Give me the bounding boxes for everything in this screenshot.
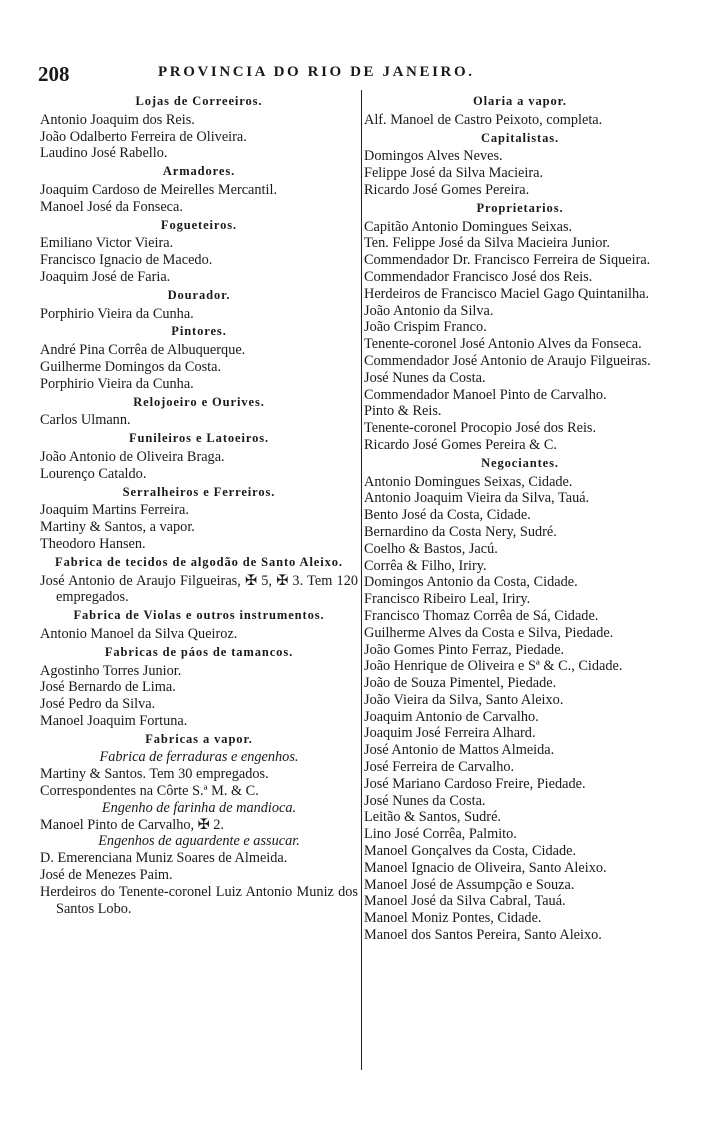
directory-entry: Antonio Joaquim Vieira da Silva, Tauá.: [364, 490, 590, 507]
directory-entry: Herdeiros de Francisco Maciel Gago Quintanilha.: [364, 285, 650, 302]
directory-entry: Domingos Antonio da Costa, Cidade.: [364, 574, 578, 591]
directory-entry: Leitão & Santos, Sudré.: [364, 809, 501, 826]
column-divider: [361, 90, 362, 1070]
directory-entry: José de Menezes Paim.: [40, 867, 173, 884]
directory-entry: Manoel Gonçalves da Costa, Cidade.: [364, 843, 577, 860]
directory-entry: Commendador Manoel Pinto de Carvalho.: [364, 386, 607, 403]
section-heading: Relojoeiro e Ourives.: [133, 394, 265, 409]
directory-entry: José Antonio de Mattos Almeida.: [364, 742, 555, 759]
section-heading: Armadores.: [162, 164, 236, 179]
directory-entry: Theodoro Hansen.: [40, 535, 146, 552]
subsection-heading: Engenhos de aguardente e assucar.: [98, 833, 300, 850]
directory-entry: José Pedro da Silva.: [40, 696, 156, 713]
page-number: 208: [38, 62, 70, 86]
directory-entry: João Crispim Franco.: [364, 319, 487, 336]
directory-entry: Felippe José da Silva Macieira.: [364, 165, 544, 182]
directory-entry: João Henrique de Oliveira e Sª & C., Cidade.: [364, 658, 623, 675]
directory-entry: Francisco Thomaz Corrêa de Sá, Cidade.: [364, 607, 599, 624]
section-heading: Funileiros e Latoeiros.: [128, 431, 270, 446]
section-heading: Capitalistas.: [480, 130, 560, 145]
directory-entry: Corrêa & Filho, Iriry.: [364, 557, 487, 574]
directory-entry: Tenente-coronel José Antonio Alves da Fonseca.: [364, 336, 642, 353]
directory-entry: Manoel Pinto de Carvalho, ✠ 2.: [40, 816, 224, 833]
directory-entry: Antonio Manoel da Silva Queiroz.: [40, 625, 238, 642]
directory-entry: Ricardo José Gomes Pereira & C.: [364, 436, 557, 453]
directory-entry: Bernardino da Costa Nery, Sudré.: [364, 523, 557, 540]
directory-entry: Emiliano Victor Vieira.: [40, 235, 174, 252]
directory-entry: Guilherme Domingos da Costa.: [40, 358, 222, 375]
section-heading: Olaria a vapor.: [473, 94, 567, 108]
directory-entry: José Nunes da Costa.: [364, 369, 486, 386]
section-heading: Fabrica de tecidos de algodão de Santo Aleixo.: [55, 554, 343, 569]
directory-entry: Tenente-coronel Procopio José dos Reis.: [364, 420, 597, 437]
directory-entry: Capitão Antonio Domingues Seixas.: [364, 218, 573, 235]
directory-entry: Lourenço Cataldo.: [40, 465, 147, 482]
directory-entry: Manoel José da Silva Cabral, Tauá.: [364, 893, 566, 910]
directory-entry: João Vieira da Silva, Santo Aleixo.: [364, 691, 564, 708]
directory-entry: Antonio Joaquim dos Reis.: [40, 111, 195, 128]
directory-entry: Porphirio Vieira da Cunha.: [40, 305, 194, 322]
directory-entry: Francisco Ribeiro Leal, Iriry.: [364, 591, 531, 608]
directory-entry: Domingos Alves Neves.: [364, 148, 503, 165]
section-heading: Dourador.: [167, 287, 231, 302]
directory-entry: D. Emerenciana Muniz Soares de Almeida.: [40, 850, 288, 867]
left-column: [40, 92, 358, 917]
directory-entry: Agostinho Torres Junior.: [40, 662, 182, 679]
directory-entry: José Bernardo de Lima.: [40, 679, 176, 696]
directory-entry: Bento José da Costa, Cidade.: [364, 507, 531, 524]
directory-entry: João de Souza Pimentel, Piedade.: [364, 675, 557, 692]
directory-entry: Joaquim Antonio de Carvalho.: [364, 708, 539, 725]
directory-entry: João Odalberto Ferreira de Oliveira.: [40, 128, 247, 145]
directory-entry: Alf. Manoel de Castro Peixoto, completa.: [364, 111, 603, 128]
directory-entry: José Antonio de Araujo Filgueiras, ✠ 5, ✠ 3. Tem 120 empregados.: [40, 572, 358, 606]
directory-entry: Manoel Joaquim Fortuna.: [40, 712, 188, 729]
directory-entry: Laudino José Rabello.: [40, 145, 168, 162]
section-heading: Proprietarios.: [476, 200, 564, 215]
subsection-heading: Fabrica de ferraduras e engenhos.: [99, 749, 299, 766]
section-heading: Serralheiros e Ferreiros.: [122, 484, 276, 499]
directory-entry: Joaquim Martins Ferreira.: [40, 502, 189, 519]
directory-entry: João Antonio da Silva.: [364, 302, 494, 319]
directory-entry: José Ferreira de Carvalho.: [364, 759, 515, 776]
directory-entry: Antonio Domingues Seixas, Cidade.: [364, 473, 573, 490]
directory-entry: Joaquim José de Faria.: [40, 268, 171, 285]
directory-entry: José Nunes da Costa.: [364, 792, 486, 809]
directory-entry: Martiny & Santos. Tem 30 empregados.: [40, 766, 269, 783]
directory-entry: José Mariano Cardoso Freire, Piedade.: [364, 775, 586, 792]
directory-entry: Francisco Ignacio de Macedo.: [40, 252, 213, 269]
directory-entry: Pinto & Reis.: [364, 403, 442, 420]
directory-entry: Manoel Moniz Pontes, Cidade.: [364, 910, 542, 927]
section-heading: Fabricas de páos de tamancos.: [104, 644, 294, 659]
directory-entry: Joaquim José Ferreira Alhard.: [364, 725, 536, 742]
directory-entry: Commendador Francisco José dos Reis.: [364, 268, 593, 285]
directory-entry: Joaquim Cardoso de Meirelles Mercantil.: [40, 181, 278, 198]
directory-entry: Manoel José de Assumpção e Souza.: [364, 876, 575, 893]
directory-entry: Ten. Felippe José da Silva Macieira Junior.: [364, 235, 610, 252]
directory-entry: Commendador José Antonio de Araujo Filgueiras.: [364, 352, 651, 369]
directory-entry: Lino José Corrêa, Palmito.: [364, 826, 517, 843]
directory-entry: Porphirio Vieira da Cunha.: [40, 375, 194, 392]
right-column: [364, 92, 676, 944]
section-heading: Fabrica de Violas e outros instrumentos.: [73, 608, 325, 623]
section-heading: Negociantes.: [481, 455, 559, 470]
directory-entry: Manoel Ignacio de Oliveira, Santo Aleixo.: [364, 859, 607, 876]
directory-entry: Carlos Ulmann.: [40, 412, 131, 429]
section-heading: Fogueteiros.: [160, 217, 238, 232]
directory-entry: João Antonio de Oliveira Braga.: [40, 448, 225, 465]
section-heading: Fabricas a vapor.: [145, 731, 253, 746]
directory-entry: Manoel dos Santos Pereira, Santo Aleixo.: [364, 927, 602, 944]
directory-entry: Manoel José da Fonseca.: [40, 198, 183, 215]
directory-entry: Correspondentes na Côrte S.ª M. & C.: [40, 783, 259, 800]
directory-entry: Guilherme Alves da Costa e Silva, Piedade.: [364, 624, 614, 641]
directory-entry: Herdeiros do Tenente-coronel Luiz Antonio Muniz dos Santos Lobo.: [40, 883, 358, 917]
section-heading: Pintores.: [171, 324, 227, 339]
directory-entry: Commendador Dr. Francisco Ferreira de Siqueira.: [364, 252, 651, 269]
section-heading: Lojas de Correeiros.: [135, 94, 263, 108]
directory-entry: André Pina Corrêa de Albuquerque.: [40, 342, 246, 359]
directory-entry: João Gomes Pinto Ferraz, Piedade.: [364, 641, 565, 658]
directory-entry: Coelho & Bastos, Jacú.: [364, 540, 498, 557]
directory-entry: Martiny & Santos, a vapor.: [40, 519, 195, 536]
subsection-heading: Engenho de farinha de mandioca.: [101, 799, 297, 816]
running-header: PROVINCIA DO RIO DE JANEIRO.: [158, 64, 475, 80]
directory-entry: Ricardo José Gomes Pereira.: [364, 181, 530, 198]
